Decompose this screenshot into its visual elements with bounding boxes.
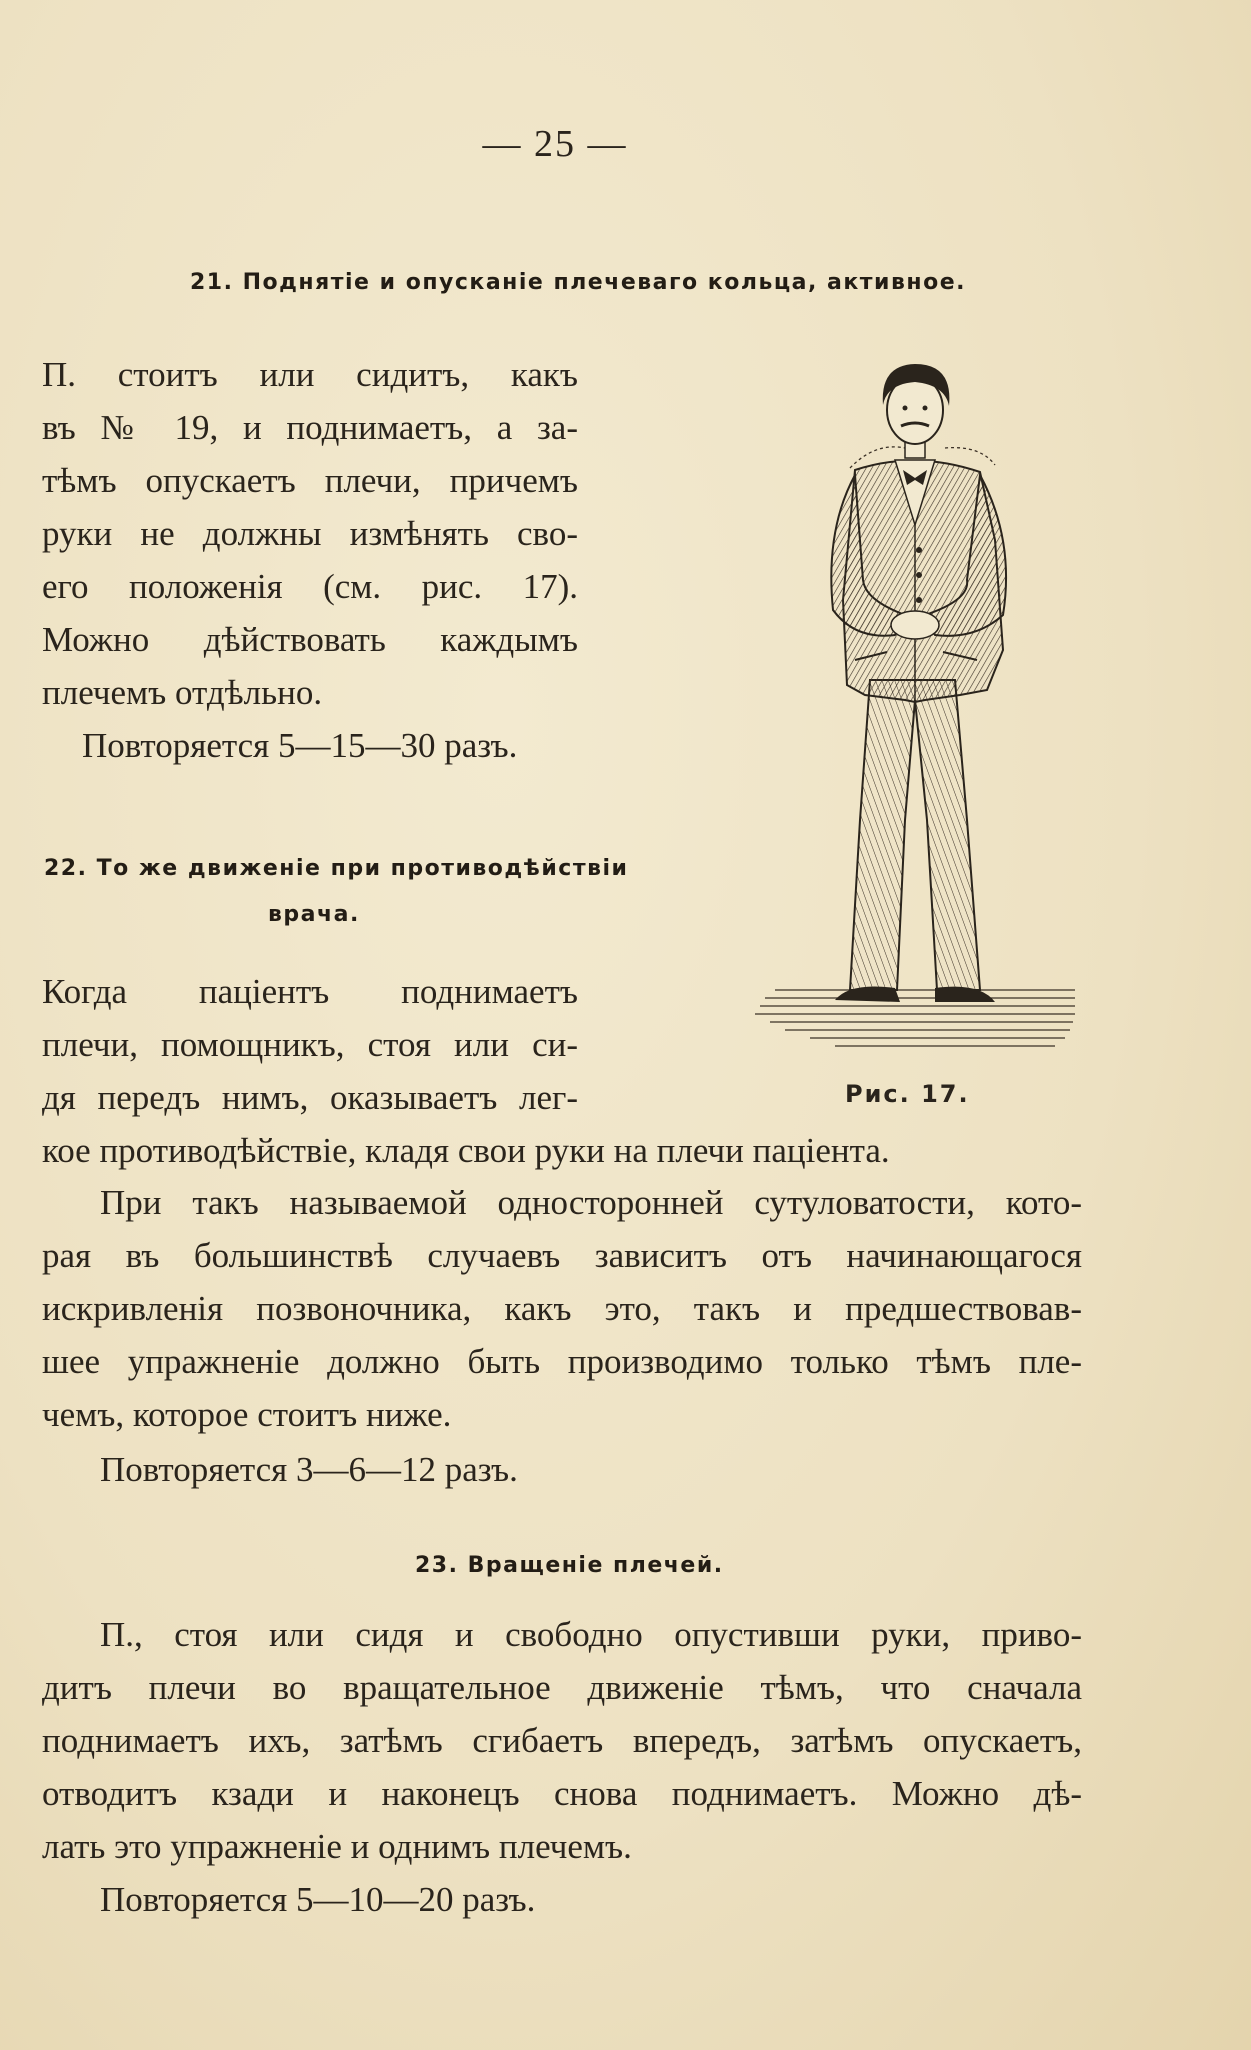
section-21-repeat: [82, 719, 517, 772]
text-line: П., стоя или сидя и свободно опустивши руки, приво-: [100, 1615, 1082, 1654]
text-line: плечи, помощникъ, стоя или си-: [42, 1025, 578, 1064]
section-22-repeat: [100, 1443, 518, 1496]
section-21-heading: 21. Поднятіе и опусканіе плечеваго кольца, активное.: [190, 270, 966, 295]
page-number: — 25 —: [482, 123, 628, 165]
text-line: При такъ называемой односторонней сутуловатости, кото-: [100, 1183, 1082, 1222]
text-line: Можно дѣйствовать каждымъ: [42, 620, 578, 659]
section-23-body: [42, 1608, 1082, 1873]
text-line: поднимаетъ ихъ, затѣмъ сгибаетъ впередъ, затѣмъ опускаетъ,: [42, 1721, 1082, 1760]
text-line: шее упражненіе должно быть производимо только тѣмъ пле-: [42, 1342, 1082, 1381]
text-line: руки не должны измѣнять сво-: [42, 514, 578, 553]
section-22-body-narrow: [42, 965, 578, 1124]
text-line: искривленія позвоночника, какъ это, такъ и предшествовав-: [42, 1289, 1082, 1328]
figure-17-illustration: [755, 350, 1075, 1080]
text-line: лать это упражненіе и однимъ плечемъ.: [42, 1827, 632, 1866]
section-23-repeat: [100, 1873, 535, 1926]
section-22-body-wide: [42, 1124, 1032, 1177]
text-line: отводитъ кзади и наконецъ снова поднимаетъ. Можно дѣ-: [42, 1774, 1082, 1813]
text-line: чемъ, которое стоитъ ниже.: [42, 1395, 452, 1434]
text-line: плечемъ отдѣльно.: [42, 673, 323, 712]
section-23-heading: 23. Вращеніе плечей.: [415, 1553, 724, 1578]
text-line: рая въ большинствѣ случаевъ зависитъ отъ начинающагося: [42, 1236, 1082, 1275]
text-line: дя передъ нимъ, оказываетъ лег-: [42, 1078, 578, 1117]
section-22-heading-line2: врача.: [268, 902, 360, 927]
section-22-paragraph-2: [42, 1176, 1082, 1441]
text-line: въ № 19, и поднимаетъ, а за-: [42, 408, 578, 447]
text-line: П. стоитъ или сидитъ, какъ: [42, 355, 578, 394]
text-line: кое противодѣйствіе, кладя свои руки на плечи паціента.: [42, 1131, 890, 1170]
text-line: дитъ плечи во вращательное движеніе тѣмъ, что сначала: [42, 1668, 1082, 1707]
text-line: Когда пацiентъ поднимаетъ: [42, 972, 578, 1011]
section-22-heading-line1: 22. То же движеніе при противодѣйствіи: [44, 856, 629, 881]
section-21-body: [42, 348, 578, 719]
repeat-line: Повторяется 5—15—30 разъ.: [82, 726, 518, 765]
text-line: тѣмъ опускаетъ плечи, причемъ: [42, 461, 578, 500]
repeat-line: Повторяется 5—10—20 разъ.: [100, 1880, 536, 1919]
text-line: его положенія (см. рис. 17).: [42, 567, 578, 606]
figure-caption: Рис. 17.: [845, 1080, 970, 1108]
ground-hatching: [755, 990, 1075, 1046]
repeat-line: Повторяется 3—6—12 разъ.: [100, 1450, 518, 1489]
